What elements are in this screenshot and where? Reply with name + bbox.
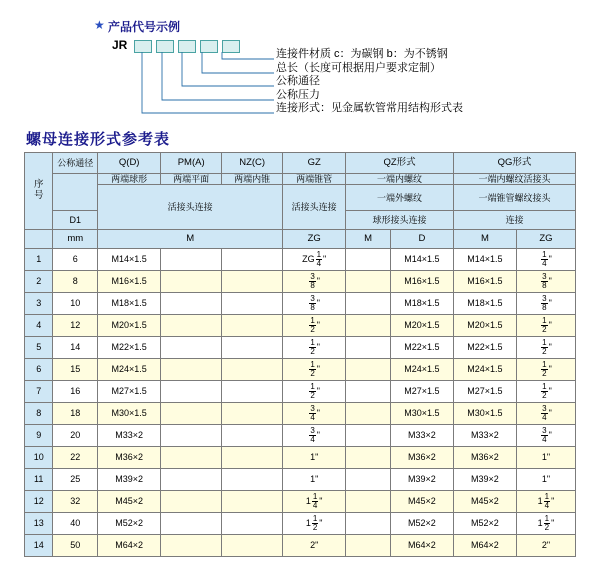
- cell-pma-thread: [161, 381, 222, 403]
- table-row: [25, 469, 576, 491]
- cell-gz-thread: 1 $\frac{1}{2}$ ": [283, 513, 346, 535]
- cell-pma-thread: [161, 447, 222, 469]
- header-gz-sub: 活接头连接: [283, 185, 346, 230]
- cell-nzc-thread: [222, 513, 283, 535]
- cell-qz-m: [346, 491, 391, 513]
- cell-qd-thread: M16×1.5: [98, 271, 161, 293]
- cell-gz-thread: 1": [283, 469, 346, 491]
- cell-qd-thread: M22×1.5: [98, 337, 161, 359]
- header-seq: 序 号: [25, 153, 53, 230]
- cell-nzc-thread: [222, 293, 283, 315]
- table-row: [25, 381, 576, 403]
- table-row: [25, 513, 576, 535]
- cell-qz-d: M27×1.5: [390, 381, 453, 403]
- header-union-connection: 活接头连接: [98, 185, 283, 230]
- legend-item-nominal-diameter: 公称通径: [276, 75, 320, 87]
- header-group-qd-cn: 两端球形: [98, 174, 161, 185]
- cell-seq: 5: [25, 337, 53, 359]
- cell-qg-m: M52×2: [453, 513, 516, 535]
- cell-qg-m: M16×1.5: [453, 271, 516, 293]
- cell-pma-thread: [161, 425, 222, 447]
- cell-qd-thread: M27×1.5: [98, 381, 161, 403]
- cell-seq: 10: [25, 447, 53, 469]
- header-qz-sub: 球形接头连接: [346, 211, 454, 230]
- cell-nzc-thread: [222, 447, 283, 469]
- cell-nominal-diameter: 40: [53, 513, 98, 535]
- cell-nzc-thread: [222, 491, 283, 513]
- cell-qz-d: M52×2: [390, 513, 453, 535]
- cell-gz-thread: $\frac{1}{2}$ ": [283, 315, 346, 337]
- cell-gz-thread: ZG $\frac{1}{4}$ ": [283, 249, 346, 271]
- legend-item-nominal-pressure: 公称压力: [276, 88, 320, 101]
- cell-qg-zg: 1": [516, 469, 575, 491]
- cell-seq: 1: [25, 249, 53, 271]
- cell-seq: 2: [25, 271, 53, 293]
- cell-qz-m: [346, 271, 391, 293]
- cell-qz-d: M16×1.5: [390, 271, 453, 293]
- header-group-gz-code: GZ: [283, 153, 346, 174]
- table-row: [25, 293, 576, 315]
- product-code-diagram: [0, 0, 600, 130]
- cell-pma-thread: [161, 491, 222, 513]
- legend-item-connection-type: 连接形式：见金属软管常用结构形式表: [276, 102, 463, 114]
- table-row: [25, 271, 576, 293]
- header-group-pma-cn: 两端平面: [161, 174, 222, 185]
- header-group-qg-cn2: 一端锥管螺纹接头: [453, 185, 575, 211]
- cell-seq: 9: [25, 425, 53, 447]
- spec-table-body: [25, 249, 576, 557]
- header-unit-qz-d: D: [390, 230, 453, 249]
- cell-gz-thread: $\frac{3}{4}$ ": [283, 403, 346, 425]
- cell-qg-m: M64×2: [453, 535, 516, 557]
- cell-qd-thread: M64×2: [98, 535, 161, 557]
- cell-nzc-thread: [222, 337, 283, 359]
- cell-qg-zg: $\frac{1}{2}$ ": [516, 381, 575, 403]
- cell-qz-m: [346, 315, 391, 337]
- cell-qz-d: M33×2: [390, 425, 453, 447]
- cell-qg-zg: $\frac{1}{2}$ ": [516, 359, 575, 381]
- diagram-legend: [276, 48, 463, 116]
- code-box-5: [222, 40, 240, 53]
- cell-qg-m: M36×2: [453, 447, 516, 469]
- cell-seq: 14: [25, 535, 53, 557]
- header-group-qz-cn1: 一端内螺纹: [346, 174, 454, 185]
- cell-nominal-diameter: 50: [53, 535, 98, 557]
- header-group-qz-cn2: 一端外螺纹: [346, 185, 454, 211]
- table-row: [25, 535, 576, 557]
- header-group-qg-cn1: 一端内螺纹活接头: [453, 174, 575, 185]
- cell-qz-m: [346, 513, 391, 535]
- cell-qz-m: [346, 469, 391, 491]
- cell-qz-m: [346, 425, 391, 447]
- cell-qz-d: M30×1.5: [390, 403, 453, 425]
- cell-qz-d: M45×2: [390, 491, 453, 513]
- table-row: [25, 403, 576, 425]
- cell-nominal-diameter: 32: [53, 491, 98, 513]
- cell-pma-thread: [161, 249, 222, 271]
- cell-seq: 3: [25, 293, 53, 315]
- cell-pma-thread: [161, 315, 222, 337]
- cell-qz-d: M64×2: [390, 535, 453, 557]
- cell-gz-thread: 1 $\frac{1}{4}$ ": [283, 491, 346, 513]
- code-box-4: [200, 40, 218, 53]
- header-unit-mm: mm: [53, 230, 98, 249]
- cell-seq: 4: [25, 315, 53, 337]
- cell-qz-m: [346, 403, 391, 425]
- cell-qg-zg: $\frac{3}{4}$ ": [516, 425, 575, 447]
- cell-qd-thread: M52×2: [98, 513, 161, 535]
- cell-pma-thread: [161, 359, 222, 381]
- cell-gz-thread: $\frac{1}{2}$ ": [283, 359, 346, 381]
- cell-nzc-thread: [222, 381, 283, 403]
- cell-pma-thread: [161, 469, 222, 491]
- cell-gz-thread: $\frac{1}{2}$ ": [283, 381, 346, 403]
- cell-qg-m: M45×2: [453, 491, 516, 513]
- cell-qg-m: M24×1.5: [453, 359, 516, 381]
- cell-seq: 13: [25, 513, 53, 535]
- cell-qz-d: M24×1.5: [390, 359, 453, 381]
- header-nominal-diameter-blank: [53, 174, 98, 211]
- cell-qz-m: [346, 359, 391, 381]
- cell-qg-zg: 2": [516, 535, 575, 557]
- cell-qd-thread: M18×1.5: [98, 293, 161, 315]
- cell-qz-m: [346, 337, 391, 359]
- header-unit-m: M: [98, 230, 283, 249]
- header-unit-zg: ZG: [283, 230, 346, 249]
- cell-nominal-diameter: 15: [53, 359, 98, 381]
- cell-seq: 6: [25, 359, 53, 381]
- cell-qg-m: M27×1.5: [453, 381, 516, 403]
- table-row: [25, 337, 576, 359]
- cell-qg-zg: $\frac{3}{8}$ ": [516, 271, 575, 293]
- cell-qz-d: M39×2: [390, 469, 453, 491]
- header-group-gz-cn: 两端锥管: [283, 174, 346, 185]
- cell-qz-d: M14×1.5: [390, 249, 453, 271]
- cell-qd-thread: M30×1.5: [98, 403, 161, 425]
- cell-pma-thread: [161, 337, 222, 359]
- cell-gz-thread: $\frac{3}{8}$ ": [283, 293, 346, 315]
- cell-qg-zg: $\frac{3}{8}$ ": [516, 293, 575, 315]
- header-group-pma-code: PM(A): [161, 153, 222, 174]
- cell-qd-thread: M36×2: [98, 447, 161, 469]
- cell-seq: 8: [25, 403, 53, 425]
- cell-qg-zg: $\frac{3}{4}$ ": [516, 403, 575, 425]
- header-nominal-diameter: 公称通径: [53, 153, 98, 174]
- code-box-1: [134, 40, 152, 53]
- cell-nominal-diameter: 14: [53, 337, 98, 359]
- cell-nominal-diameter: 12: [53, 315, 98, 337]
- nut-connection-spec-table: [24, 152, 576, 557]
- cell-qg-zg: $\frac{1}{2}$ ": [516, 315, 575, 337]
- cell-gz-thread: $\frac{3}{4}$ ": [283, 425, 346, 447]
- header-unit-qg-m: M: [453, 230, 516, 249]
- cell-nzc-thread: [222, 315, 283, 337]
- cell-qg-m: M22×1.5: [453, 337, 516, 359]
- cell-qg-zg: 1 $\frac{1}{4}$ ": [516, 491, 575, 513]
- header-group-qz-code: QZ形式: [346, 153, 454, 174]
- cell-nominal-diameter: 20: [53, 425, 98, 447]
- diagram-title: 产品代号示例: [108, 20, 181, 34]
- header-group-qg-code: QG形式: [453, 153, 575, 174]
- cell-nzc-thread: [222, 469, 283, 491]
- cell-qz-m: [346, 447, 391, 469]
- cell-nominal-diameter: 18: [53, 403, 98, 425]
- cell-gz-thread: 1": [283, 447, 346, 469]
- cell-qg-zg: 1 $\frac{1}{2}$ ": [516, 513, 575, 535]
- cell-pma-thread: [161, 403, 222, 425]
- cell-nzc-thread: [222, 535, 283, 557]
- cell-qd-thread: M14×1.5: [98, 249, 161, 271]
- product-code-boxes: [134, 40, 240, 53]
- cell-nzc-thread: [222, 249, 283, 271]
- cell-nzc-thread: [222, 425, 283, 447]
- cell-qg-zg: $\frac{1}{4}$ ": [516, 249, 575, 271]
- spec-table-container: [24, 152, 576, 557]
- header-qg-sub: 连接: [453, 211, 575, 230]
- code-box-3: [178, 40, 196, 53]
- cell-nzc-thread: [222, 403, 283, 425]
- cell-qz-d: M18×1.5: [390, 293, 453, 315]
- table-row: [25, 359, 576, 381]
- table-row: [25, 315, 576, 337]
- product-code-prefix: JR: [112, 38, 128, 52]
- page-title: 螺母连接形式参考表: [26, 131, 171, 148]
- cell-seq: 11: [25, 469, 53, 491]
- cell-qg-zg: $\frac{1}{2}$ ": [516, 337, 575, 359]
- header-unit-row-seq: [25, 230, 53, 249]
- cell-pma-thread: [161, 513, 222, 535]
- cell-pma-thread: [161, 535, 222, 557]
- table-row: [25, 249, 576, 271]
- code-box-2: [156, 40, 174, 53]
- cell-qd-thread: M45×2: [98, 491, 161, 513]
- header-unit-qg-zg: ZG: [516, 230, 575, 249]
- cell-qg-m: M39×2: [453, 469, 516, 491]
- cell-qd-thread: M24×1.5: [98, 359, 161, 381]
- cell-pma-thread: [161, 293, 222, 315]
- cell-qz-d: M36×2: [390, 447, 453, 469]
- cell-nominal-diameter: 16: [53, 381, 98, 403]
- header-d1: D1: [53, 211, 98, 230]
- header-unit-qz-m: M: [346, 230, 391, 249]
- cell-nzc-thread: [222, 359, 283, 381]
- cell-nominal-diameter: 10: [53, 293, 98, 315]
- cell-qd-thread: M20×1.5: [98, 315, 161, 337]
- cell-nominal-diameter: 8: [53, 271, 98, 293]
- cell-gz-thread: $\frac{3}{8}$ ": [283, 271, 346, 293]
- cell-qz-m: [346, 249, 391, 271]
- header-group-nzc-code: NZ(C): [222, 153, 283, 174]
- header-group-qd-code: Q(D): [98, 153, 161, 174]
- cell-qd-thread: M39×2: [98, 469, 161, 491]
- cell-qz-d: M20×1.5: [390, 315, 453, 337]
- cell-qg-m: M20×1.5: [453, 315, 516, 337]
- cell-pma-thread: [161, 271, 222, 293]
- cell-qg-m: M30×1.5: [453, 403, 516, 425]
- cell-qg-m: M33×2: [453, 425, 516, 447]
- cell-qd-thread: M33×2: [98, 425, 161, 447]
- cell-gz-thread: 2": [283, 535, 346, 557]
- cell-qg-m: M14×1.5: [453, 249, 516, 271]
- cell-nominal-diameter: 22: [53, 447, 98, 469]
- cell-nominal-diameter: 25: [53, 469, 98, 491]
- cell-gz-thread: $\frac{1}{2}$ ": [283, 337, 346, 359]
- cell-nominal-diameter: 6: [53, 249, 98, 271]
- table-row: [25, 491, 576, 513]
- star-icon: ★: [94, 18, 105, 32]
- cell-nzc-thread: [222, 271, 283, 293]
- table-row: [25, 425, 576, 447]
- table-row: [25, 447, 576, 469]
- cell-qg-zg: 1": [516, 447, 575, 469]
- cell-qz-m: [346, 535, 391, 557]
- cell-qz-m: [346, 381, 391, 403]
- cell-seq: 12: [25, 491, 53, 513]
- cell-qz-d: M22×1.5: [390, 337, 453, 359]
- legend-item-length: 总长（长度可根据用户要求定制）: [276, 61, 441, 74]
- cell-seq: 7: [25, 381, 53, 403]
- legend-item-material: 连接件材质 c：为碳钢 b：为不锈钢: [276, 48, 448, 60]
- cell-qg-m: M18×1.5: [453, 293, 516, 315]
- header-group-nzc-cn: 两端内锥: [222, 174, 283, 185]
- cell-qz-m: [346, 293, 391, 315]
